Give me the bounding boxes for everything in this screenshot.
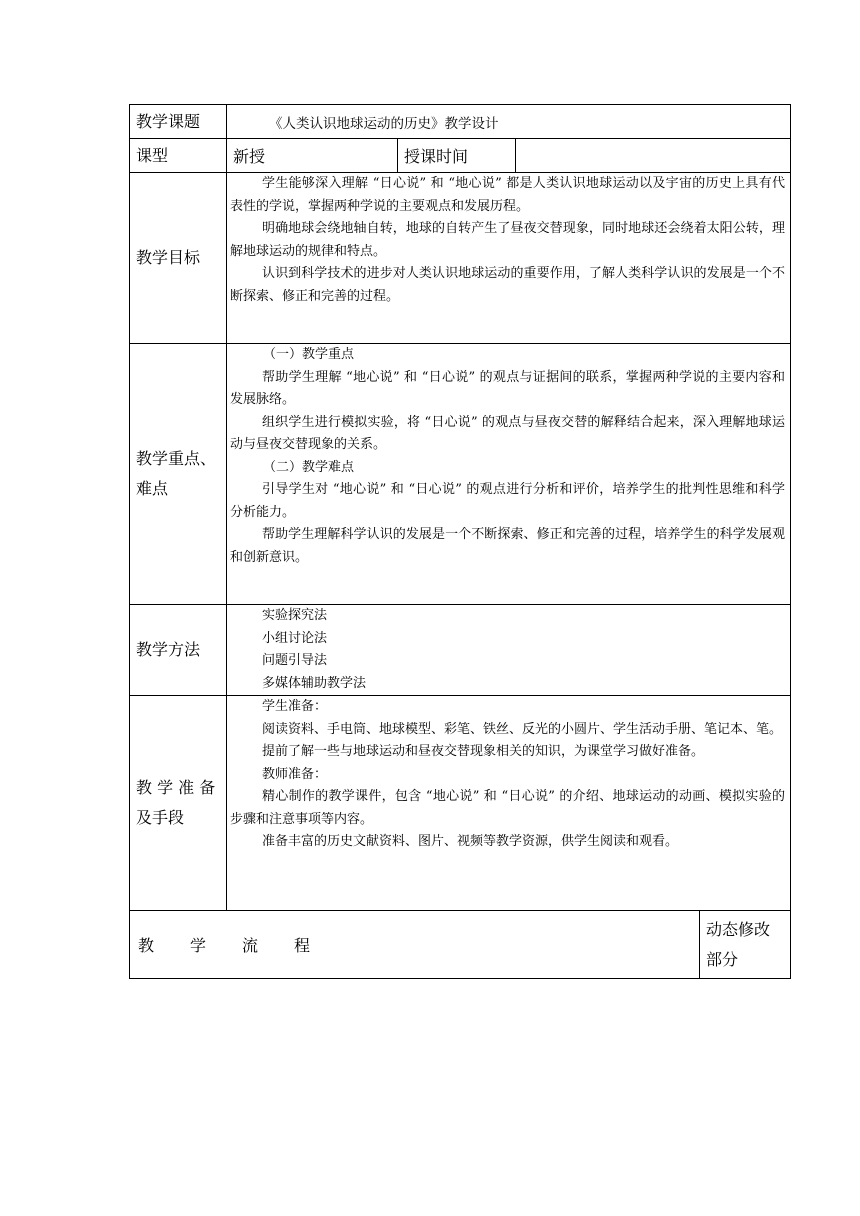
teacher-prep-heading: 教师准备： [262, 766, 328, 782]
key-point-paragraph: 帮助学生理解 “地心说” 和 “日心说” 的观点与证据间的联系，掌握两种学说的主要内容和发展脉络。 [230, 369, 785, 407]
teaching-methods-content [227, 605, 791, 696]
row-teaching-goals [130, 173, 791, 344]
key-points-content [227, 344, 791, 605]
student-prep-heading: 学生准备： [262, 699, 328, 714]
row-preparation [130, 696, 791, 911]
method-item: 多媒体辅助教学法 [262, 675, 367, 691]
dynamic-edit-line1: 动态修改 [706, 919, 771, 939]
dynamic-edit-label [700, 911, 791, 979]
student-prep-paragraph: 提前了解一些与地球运动和昼夜交替现象相关的知识，为课堂学习做好准备。 [262, 744, 705, 759]
flow-char: 学 [190, 936, 207, 955]
method-item: 问题引导法 [262, 653, 328, 668]
difficulty-paragraph: 引导学生对 “地心说” 和 “日心说” 的观点进行分析和评价，培养学生的批判性思维和科学分析能力。 [230, 482, 785, 520]
preparation-label-line2: 及手段 [136, 808, 185, 827]
student-prep-paragraph: 阅读资料、手电筒、地球模型、彩笔、铁丝、反光的小圆片、学生活动手册、笔记本、笔。 [262, 721, 783, 737]
row-lesson-title [130, 105, 791, 139]
method-item: 实验探究法 [262, 608, 328, 623]
teacher-prep-paragraph: 精心制作的教学课件，包含 “地心说” 和 “日心说” 的介绍、地球运动的动画、模拟实验的步骤和注意事项等内容。 [230, 789, 785, 827]
difficulty-paragraph: 帮助学生理解科学认识的发展是一个不断探索、修正和完善的过程，培养学生的科学发展观和创新意识。 [230, 527, 785, 565]
key-points-label-line1: 教学重点、 [136, 449, 217, 468]
teacher-prep-paragraph: 准备丰富的历史文献资料、图片、视频等教学资源，供学生阅读和观看。 [262, 834, 679, 849]
key-point-paragraph: 组织学生进行模拟实验，将 “日心说” 的观点与昼夜交替的解释结合起来，深入理解地球运动与昼夜交替现象的关系。 [230, 414, 785, 452]
class-time-label: 授课时间 [398, 139, 516, 173]
preparation-content [227, 696, 791, 911]
preparation-label-line1: 教 学 准 备 [136, 778, 216, 797]
row-teaching-methods [130, 605, 791, 696]
difficulties-heading: （二）教学难点 [263, 459, 355, 475]
lesson-title-value: 《人类认识地球运动的历史》教学设计 [227, 105, 791, 139]
flow-char: 教 [138, 936, 155, 955]
row-teaching-flow [130, 911, 791, 979]
teaching-goals-content [227, 173, 791, 344]
preparation-label [130, 696, 227, 911]
flow-char: 流 [242, 936, 259, 955]
goal-paragraph: 认识到科学技术的进步对人类认识地球运动的重要作用，了解人类科学认识的发展是一个不断探索、修正和完善的过程。 [230, 266, 785, 304]
key-points-label [130, 344, 227, 605]
key-points-heading: （一）教学重点 [263, 347, 355, 362]
lesson-title-label: 教学课题 [130, 105, 227, 139]
dynamic-edit-line2: 部分 [706, 949, 739, 969]
class-time-value [516, 139, 791, 173]
flow-char: 程 [294, 936, 311, 955]
row-lesson-type [130, 139, 791, 173]
lesson-type-label: 课型 [130, 139, 227, 173]
teaching-goals-label: 教学目标 [130, 173, 227, 344]
row-key-points [130, 344, 791, 605]
goal-paragraph: 明确地球会绕地轴自转，地球的自转产生了昼夜交替现象，同时地球还会绕着太阳公转，理解地球运动的规律和特点。 [230, 221, 785, 259]
goal-paragraph: 学生能够深入理解 “日心说” 和 “地心说” 都是人类认识地球运动以及宇宙的历史上具有代表性的学说，掌握两种学说的主要观点和发展历程。 [230, 176, 785, 214]
lesson-plan-table [129, 104, 791, 979]
lesson-type-value: 新授 [227, 139, 398, 173]
teaching-flow-label [130, 911, 700, 979]
teaching-methods-label: 教学方法 [130, 605, 227, 696]
key-points-label-line2: 难点 [136, 479, 169, 498]
method-item: 小组讨论法 [262, 630, 328, 646]
